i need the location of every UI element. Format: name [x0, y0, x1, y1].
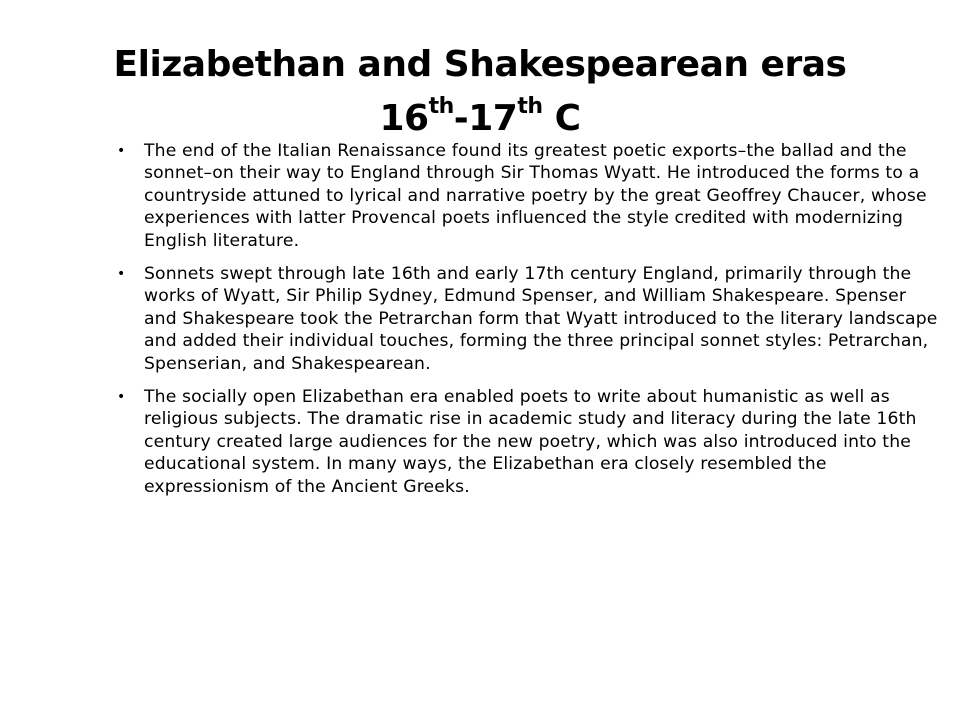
bullet-marker: •: [117, 143, 126, 159]
bullet-item: [117, 140, 942, 252]
title-century-label: C: [542, 98, 581, 139]
title-ordinal-suffix: th: [428, 94, 454, 119]
bullet-list: [117, 140, 942, 509]
title-line-2: [60, 92, 900, 146]
bullet-text: Sonnets swept through late 16th and early 17th century England, primarily through the works of Wyatt, Sir Philip Sydney, Edmund Spenser, and William Shakespeare. Spenser and Shakespeare took the Petrarchan form that Wyatt introduced to the literary landscape and added their individual touches, forming the three principal sonnet styles: Petrarchan, Spenserian, and Shakespearean.: [144, 264, 938, 374]
title-century-start: 16: [379, 98, 429, 139]
title-ordinal-suffix: th: [517, 94, 543, 119]
slide-title: [60, 38, 900, 146]
bullet-marker: •: [117, 389, 126, 406]
bullet-item: [117, 263, 942, 375]
title-century-end: -17: [453, 98, 518, 139]
bullet-marker: •: [117, 266, 126, 283]
bullet-text: The socially open Elizabethan era enabled poets to write about humanistic as well as religious subjects. The dramatic rise in academic study and literacy during the late 16th century created large audiences for the new poetry, which was also introduced into the educational system. In many ways, the Elizabethan era closely resembled the expressionism of the Ancient Greeks.: [144, 387, 917, 497]
title-line-1: Elizabethan and Shakespearean eras: [113, 44, 847, 85]
bullet-text: The end of the Italian Renaissance found its greatest poetic exports–the ballad and the sonnet–on their way to England through Sir Thomas Wyatt. He introduced the forms to a countryside attuned to lyrical and narrative poetry by the great Geoffrey Chaucer, whose experiences with latter Provencal poets influenced the style credited with modernizing English literature.: [144, 141, 927, 251]
bullet-item: [117, 386, 942, 498]
